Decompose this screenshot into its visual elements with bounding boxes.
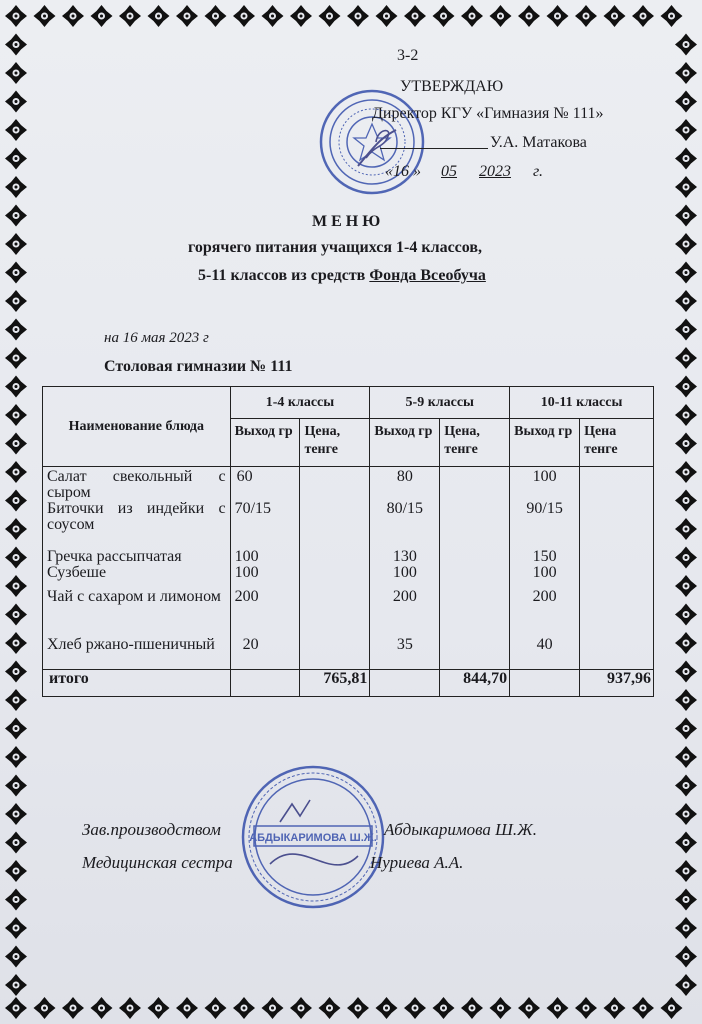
dish-cell: Чай с сахаром и лимоном [47, 588, 221, 605]
group-header: 5-9 классы [370, 387, 510, 419]
total-empty [230, 670, 300, 697]
price-column-1 [300, 467, 370, 670]
yield-column-3 [510, 467, 580, 670]
director-line: Директор КГУ «Гимназия № 111» [372, 105, 604, 122]
menu-title: М Е Н Ю [312, 213, 381, 230]
yield-cell: 40 [536, 636, 553, 653]
document-number: 3-2 [397, 47, 419, 64]
yield-column-1 [230, 467, 300, 670]
dish-cell: Сузбеше [47, 564, 107, 581]
date-month: 05 [441, 163, 457, 180]
yield-cell: 100 [532, 564, 557, 581]
yield-cell: 100 [392, 564, 417, 581]
total-value: 937,96 [580, 670, 654, 697]
date-suffix: г. [533, 163, 544, 180]
production-name: Абдыкаримова Ш.Ж. [384, 820, 537, 839]
yield-cell: 60 [236, 468, 253, 485]
total-empty [370, 670, 440, 697]
price-header: Цена тенге [580, 419, 654, 467]
stamp2-text: АБДЫКАРИМОВА Ш.Ж. [249, 832, 377, 844]
yield-cell: 80 [396, 468, 413, 485]
yield-cell: 80/15 [386, 500, 424, 517]
price-header: Цена, тенге [300, 419, 370, 467]
dish-column [43, 467, 231, 670]
yield-cell: 35 [396, 636, 413, 653]
director-name: У.А. Матакова [490, 134, 587, 151]
production-role: Зав.производством [82, 820, 221, 839]
fund-name: Фонда Всеобуча [369, 267, 486, 284]
yield-header: Выход гр [510, 419, 580, 467]
yield-cell: 100 [234, 564, 259, 581]
yield-header: Выход гр [230, 419, 300, 467]
total-row [43, 670, 654, 697]
approve-heading: УТВЕРЖДАЮ [400, 78, 504, 95]
yield-header: Выход гр [370, 419, 440, 467]
signature-underline [380, 147, 488, 149]
price-column-2 [440, 467, 510, 670]
yield-cell: 150 [532, 548, 557, 565]
yield-cell: 200 [234, 588, 259, 605]
yield-cell: 200 [532, 588, 557, 605]
total-value: 844,70 [440, 670, 510, 697]
approval-date [385, 163, 543, 181]
table-body-row [43, 467, 654, 670]
yield-cell: 200 [392, 588, 417, 605]
menu-subtitle-1: горячего питания учащихся 1-4 классов, [188, 239, 483, 256]
yield-cell: 20 [242, 636, 259, 653]
date-day: «16 » [385, 163, 421, 180]
total-value: 765,81 [300, 670, 370, 697]
nurse-name: Нуриева А.А. [370, 853, 464, 872]
date-year: 2023 [479, 163, 511, 180]
price-header: Цена, тенге [440, 419, 510, 467]
yield-cell: 70/15 [234, 500, 272, 517]
dish-cell: Салат свекольный с сыром [47, 468, 226, 501]
price-column-3 [580, 467, 654, 670]
group-header: 10-11 классы [510, 387, 654, 419]
dish-cell: Хлеб ржано-пшеничный [47, 636, 215, 653]
nurse-role: Медицинская сестра [82, 853, 233, 872]
group-header: 1-4 классы [230, 387, 370, 419]
menu-subtitle-2 [198, 267, 486, 285]
yield-cell: 130 [392, 548, 417, 565]
table-header-row [43, 387, 654, 419]
canteen-name: Столовая гимназии № 111 [104, 358, 293, 375]
canteen-seal-icon [240, 764, 386, 910]
dish-cell: Биточки из индейки с соусом [47, 500, 226, 533]
total-label: итого [43, 670, 231, 697]
dish-header: Наименование блюда [43, 387, 231, 467]
yield-cell: 100 [532, 468, 557, 485]
yield-column-2 [370, 467, 440, 670]
total-empty [510, 670, 580, 697]
dish-cell: Гречка рассыпчатая [47, 548, 182, 565]
yield-cell: 90/15 [526, 500, 563, 517]
menu-date: на 16 мая 2023 г [104, 330, 209, 346]
yield-cell: 100 [234, 548, 259, 565]
menu-table [42, 386, 654, 697]
subtitle-prefix: 5-11 классов из средств [198, 267, 370, 284]
